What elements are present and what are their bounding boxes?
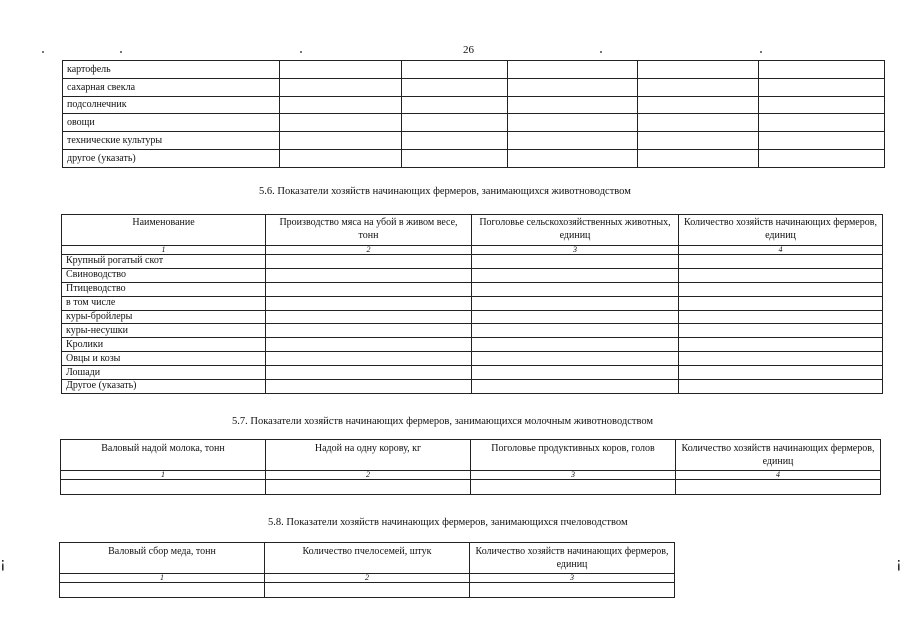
table-row	[62, 338, 883, 352]
table-row	[62, 310, 883, 324]
row-label: сахарная свекла	[63, 78, 280, 96]
column-number-row	[62, 246, 883, 255]
column-number: 4	[676, 471, 881, 480]
column-header: Поголовье продуктивных коров, голов	[471, 440, 676, 471]
column-number: 1	[60, 574, 265, 583]
row-label: Другое (указать)	[62, 380, 266, 394]
table-row	[63, 78, 885, 96]
column-number-row	[60, 574, 675, 583]
row-label: технические культуры	[63, 132, 280, 150]
table-row	[62, 352, 883, 366]
header-row	[61, 440, 881, 471]
row-label: другое (указать)	[63, 149, 280, 167]
table-row	[60, 583, 675, 598]
scan-speck	[120, 51, 122, 53]
column-header: Поголовье сельскохозяйственных животных, единиц	[472, 215, 679, 246]
table-row	[62, 268, 883, 282]
scan-speck	[760, 51, 762, 53]
header-row	[62, 215, 883, 246]
row-label: картофель	[63, 61, 280, 79]
table-row	[62, 296, 883, 310]
column-header: Валовый сбор меда, тонн	[60, 543, 265, 574]
row-label: подсолнечник	[63, 96, 280, 114]
column-header: Производство мяса на убой в живом весе, тонн	[266, 215, 472, 246]
column-header: Надой на одну корову, кг	[266, 440, 471, 471]
table-row	[61, 480, 881, 495]
row-label: Свиноводство	[62, 268, 266, 282]
table-row	[63, 114, 885, 132]
scan-speck	[300, 51, 302, 53]
binding-hole-mark-left: ¡	[0, 556, 6, 572]
row-label: Крупный рогатый скот	[62, 255, 266, 269]
table-row	[63, 61, 885, 79]
row-label: Овцы и козы	[62, 352, 266, 366]
scan-speck	[42, 51, 44, 53]
column-number-row	[61, 471, 881, 480]
row-label: в том числе	[62, 296, 266, 310]
binding-hole-mark-right: ¡	[896, 556, 902, 572]
row-label: овощи	[63, 114, 280, 132]
table-row	[63, 96, 885, 114]
scan-speck	[600, 51, 602, 53]
table-row	[62, 255, 883, 269]
beekeeping-table	[59, 542, 675, 598]
row-label: Кролики	[62, 338, 266, 352]
column-number: 1	[61, 471, 266, 480]
row-label: куры-несушки	[62, 324, 266, 338]
column-number: 2	[266, 246, 472, 255]
dairy-table	[60, 439, 881, 495]
column-number: 4	[679, 246, 883, 255]
column-number: 3	[471, 471, 676, 480]
column-number: 2	[266, 471, 471, 480]
row-label: куры-бройлеры	[62, 310, 266, 324]
table-row	[63, 149, 885, 167]
crops-table	[62, 60, 885, 168]
row-label: Лошади	[62, 366, 266, 380]
table-row	[62, 366, 883, 380]
column-number: 2	[265, 574, 470, 583]
page-number: 26	[463, 44, 474, 56]
table-row	[63, 132, 885, 150]
section-5-7-caption: 5.7. Показатели хозяйств начинающих фермеров, занимающихся молочным животноводством	[232, 416, 654, 427]
column-header: Валовый надой молока, тонн	[61, 440, 266, 471]
column-number: 3	[470, 574, 675, 583]
table-row	[62, 380, 883, 394]
column-header: Количество хозяйств начинающих фермеров, единиц	[470, 543, 675, 574]
livestock-table	[61, 214, 883, 394]
column-header: Количество хозяйств начинающих фермеров, единиц	[676, 440, 881, 471]
row-label: Птицеводство	[62, 282, 266, 296]
header-row	[60, 543, 675, 574]
column-header: Количество хозяйств начинающих фермеров, единиц	[679, 215, 883, 246]
section-5-6-caption: 5.6. Показатели хозяйств начинающих фермеров, занимающихся животноводством	[259, 186, 631, 197]
column-number: 1	[62, 246, 266, 255]
column-number: 3	[472, 246, 679, 255]
table-row	[62, 282, 883, 296]
section-5-8-caption: 5.8. Показатели хозяйств начинающих фермеров, занимающихся пчеловодством	[268, 517, 628, 528]
column-header: Наименование	[62, 215, 266, 246]
table-row	[62, 324, 883, 338]
column-header: Количество пчелосемей, штук	[265, 543, 470, 574]
